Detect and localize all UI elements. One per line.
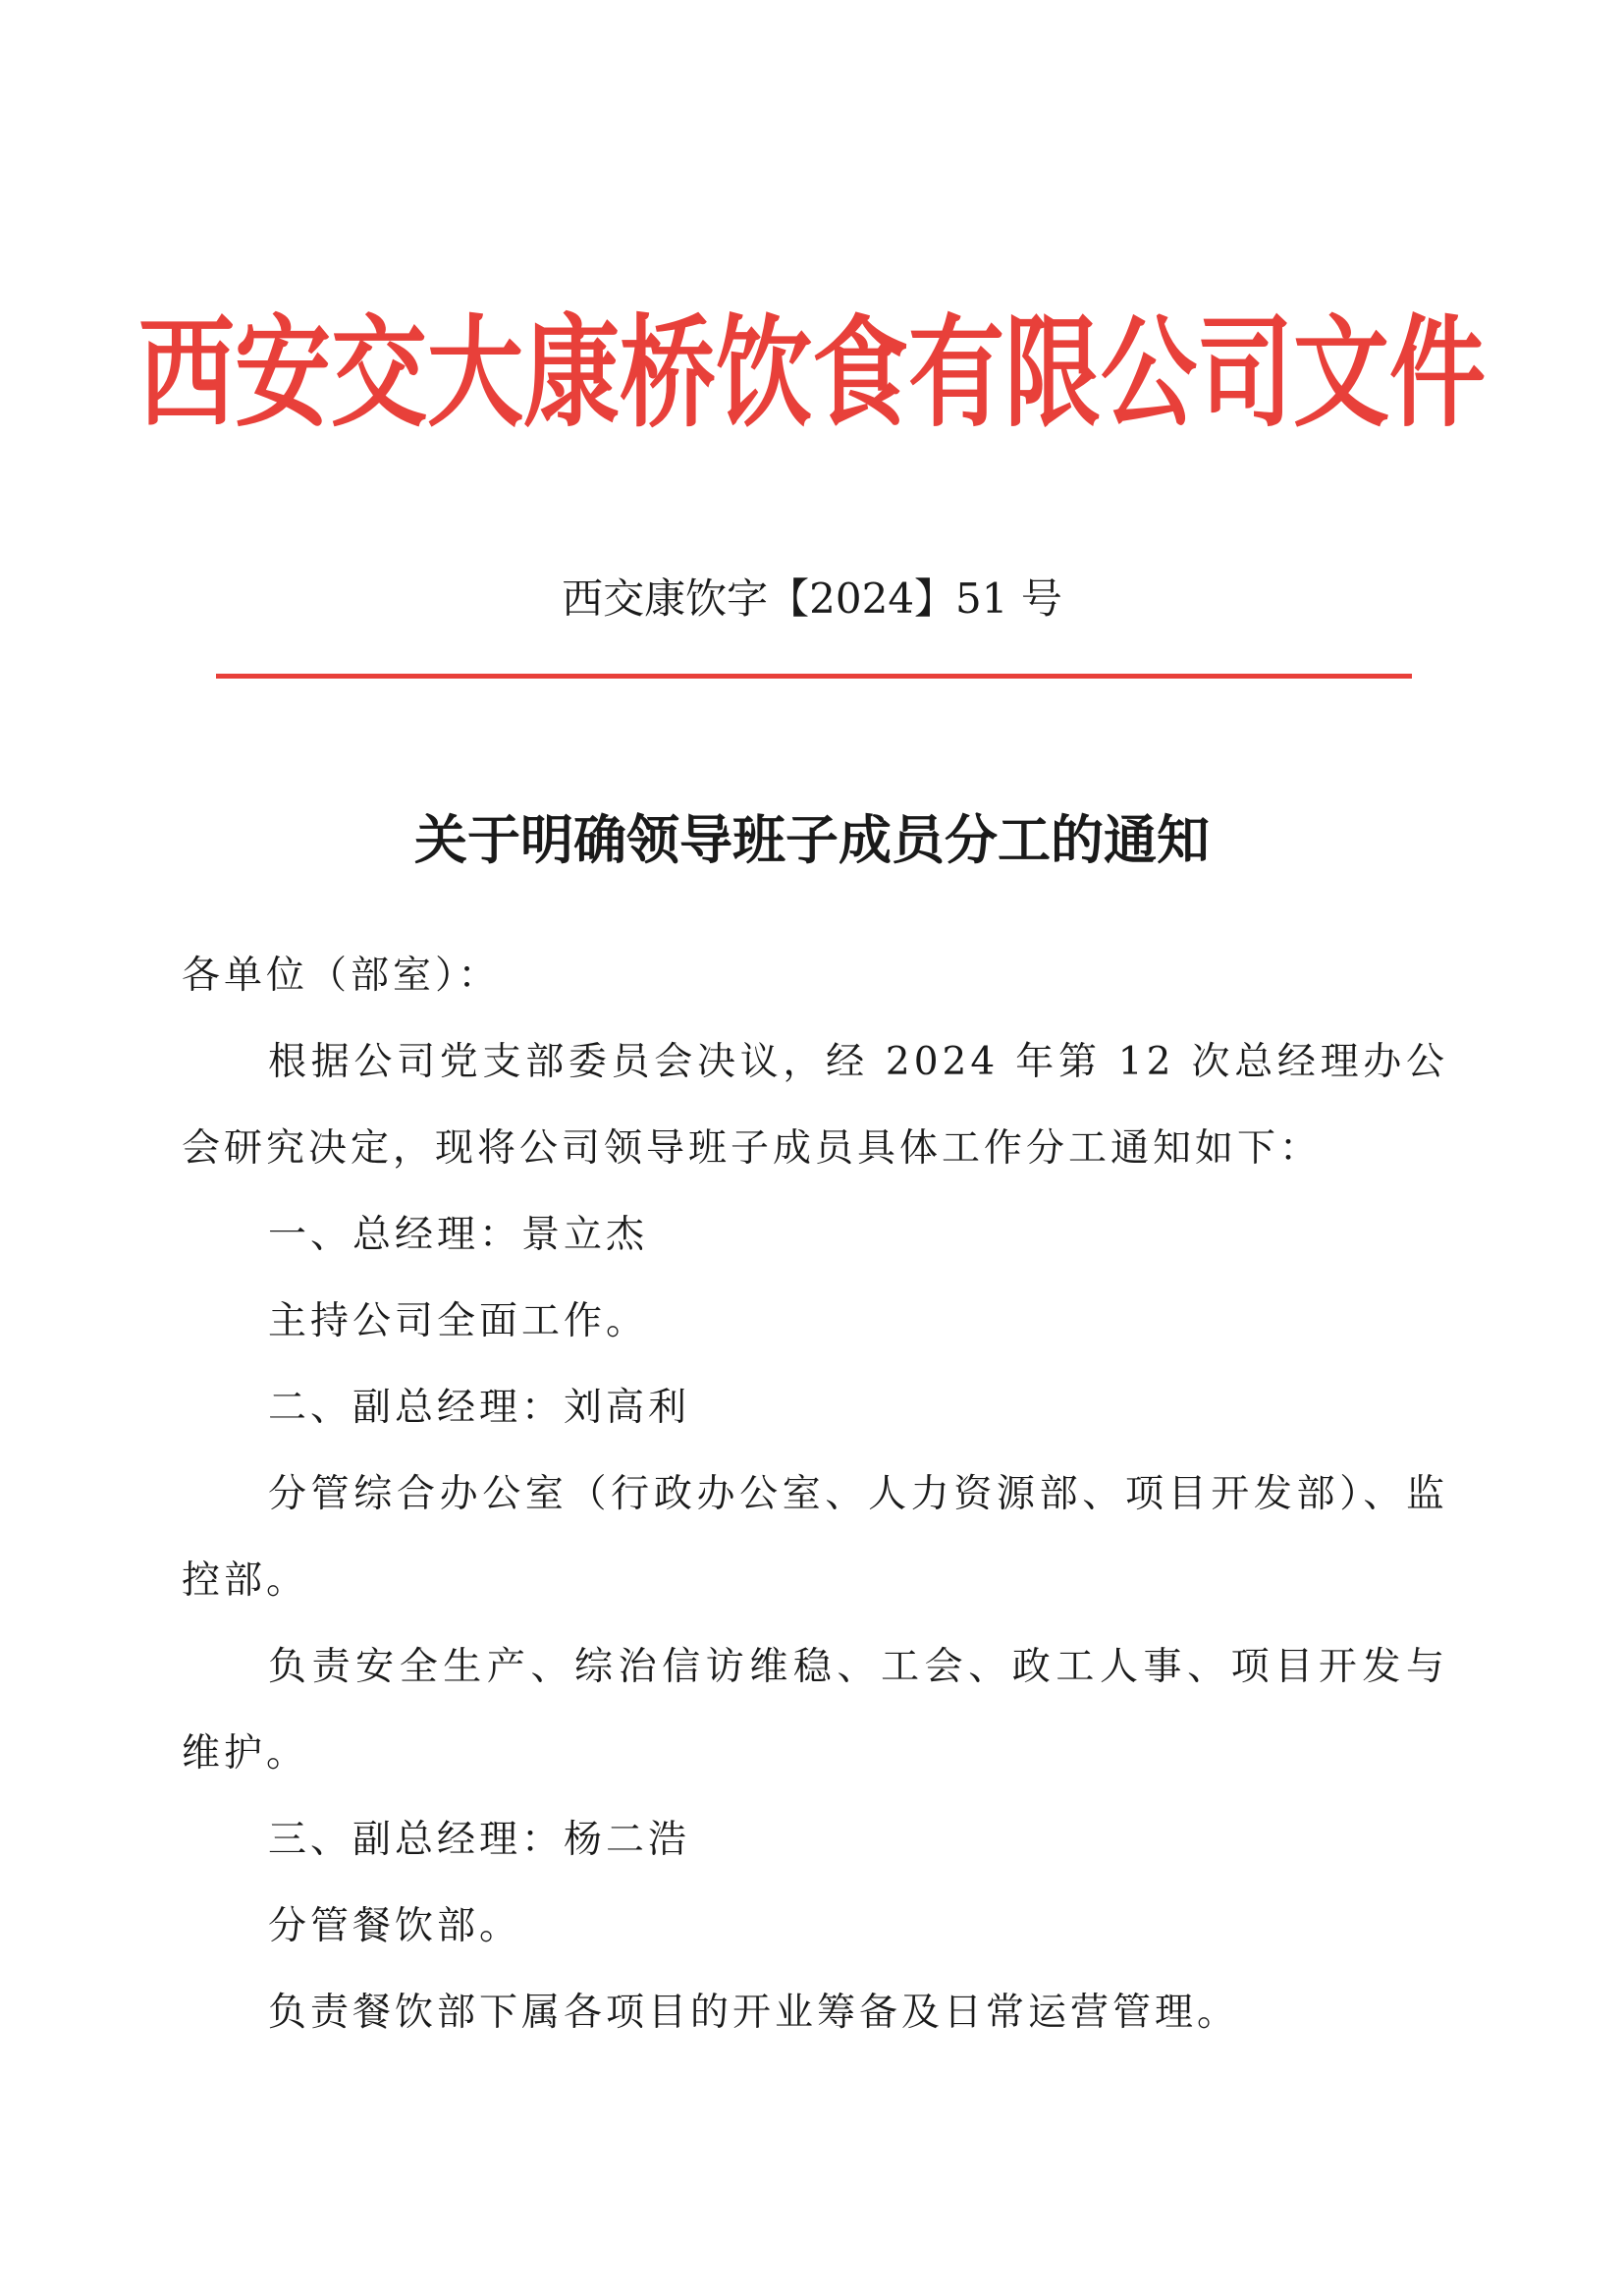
section-3-heading: 三、副总经理：杨二浩 xyxy=(268,1818,691,1862)
section-2-manage: 分管综合办公室（行政办公室、人力资源部、项目开发部）、监控部。 xyxy=(182,1472,1448,1603)
section-2-heading: 二、副总经理：刘高利 xyxy=(268,1386,691,1430)
notice-body xyxy=(182,933,1448,2056)
section-1-heading: 一、总经理：景立杰 xyxy=(268,1213,649,1257)
section-1-duty: 主持公司全面工作。 xyxy=(268,1299,649,1343)
org-header-title: 西安交大康桥饮食有限公司文件 xyxy=(137,302,1486,445)
section-2-responsible: 负责安全生产、综治信访维稳、工会、政工人事、项目开发与维护。 xyxy=(182,1645,1448,1776)
salutation: 各单位（部室）： xyxy=(182,954,501,998)
section-3-responsible: 负责餐饮部下属各项目的开业筹备及日常运营管理。 xyxy=(268,1991,1240,2035)
notice-title: 关于明确领导班子成员分工的通知 xyxy=(414,808,1210,871)
intro-paragraph: 根据公司党支部委员会决议，经 2024 年第 12 次总经理办公会研究决定，现将公司领导班子成员具体工作分工通知如下： xyxy=(182,1040,1448,1171)
red-divider-line xyxy=(216,674,1412,679)
document-number: 西交康饮字【2024】51 号 xyxy=(562,574,1062,623)
section-3-manage: 分管餐饮部。 xyxy=(268,1904,522,1948)
